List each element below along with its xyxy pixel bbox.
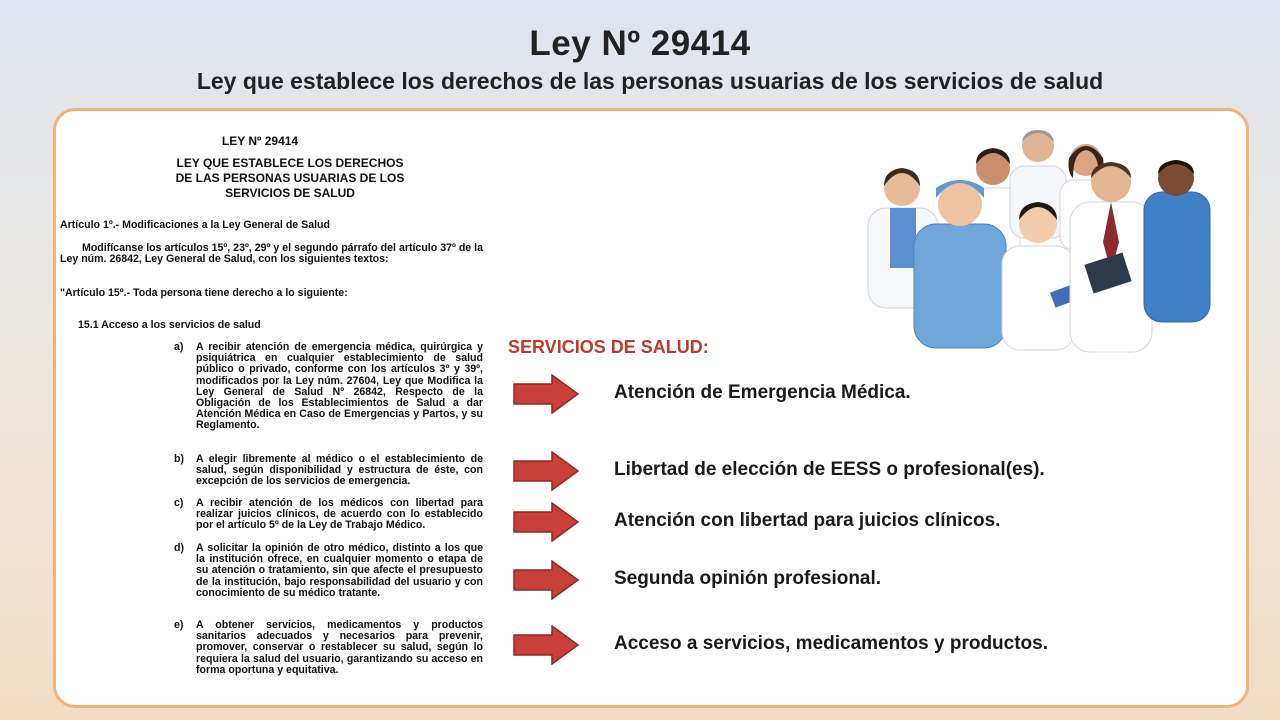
right-arrow-icon bbox=[512, 374, 580, 414]
article15-intro: "Artículo 15º.- Toda persona tiene derecho a lo siguiente: bbox=[60, 287, 348, 299]
right-arrow-icon bbox=[512, 560, 580, 600]
service-row-2 bbox=[512, 451, 1212, 491]
item-text: A obtener servicios, medicamentos y productos sanitarios adecuados y necesarios para prevenir, promover, conservar o restablecer su salud, según lo requiera la salud del usuario, garantizando su acceso en forma oportuna y equitativa. bbox=[196, 619, 483, 676]
slide-title: Ley Nº 29414 bbox=[529, 24, 751, 63]
document-heading-line: LEY QUE ESTABLECE LOS DERECHOS bbox=[176, 156, 404, 170]
article1-body: Modifícanse los artículos 15º, 23º, 29º y el segundo párrafo del artículo 37º de la Ley núm. 26842, Ley General de Salud, con los siguientes textos: bbox=[60, 242, 483, 266]
item-letter: d) bbox=[174, 542, 184, 554]
item-letter: e) bbox=[174, 619, 184, 631]
document-law-number: LEY Nº 29414 bbox=[221, 134, 299, 148]
service-row-1 bbox=[512, 374, 1212, 414]
document-item-c bbox=[174, 497, 483, 532]
item-text: A solicitar la opinión de otro médico, distinto a los que la institución ofrece, en cualquier momento o etapa de su atención o tratamiento, sin que afecte el presupuesto de la institución, bajo responsabilidad del usuario y con conocimiento de su médico tratante. bbox=[196, 542, 483, 599]
item-letter: c) bbox=[174, 497, 184, 509]
right-arrow-icon bbox=[512, 625, 580, 665]
item-text: A recibir atención de emergencia médica, quirúrgica y psiquiátrica en cualquier establecimiento de salud público o privado, conforme con los artículos 3º y 39º, modificados por la Ley núm. 27604, Ley que Modifica la Ley General de Salud Nº 26842, Respecto de la Obligación de los Establecimientos de Salud a dar Atención Médica en Caso de Emergencias y Partos, y su Reglamento. bbox=[196, 341, 483, 432]
item-text: A elegir libremente al médico o el establecimiento de salud, según disponibilidad y estructura de éste, con excepción de los servicios de emergencia. bbox=[196, 453, 483, 488]
item-letter: b) bbox=[174, 453, 184, 465]
document-heading bbox=[130, 156, 450, 201]
section-15-1: 15.1 Acceso a los servicios de salud bbox=[78, 319, 261, 331]
service-row-5 bbox=[512, 625, 1212, 665]
document-item-b bbox=[174, 453, 483, 488]
service-label: Acceso a servicios, medicamentos y productos. bbox=[614, 633, 1049, 654]
service-label: Atención con libertad para juicios clínicos. bbox=[614, 510, 1001, 531]
document-heading-line: SERVICIOS DE SALUD bbox=[225, 186, 355, 200]
service-label: Segunda opinión profesional. bbox=[614, 568, 882, 589]
document-item-a bbox=[174, 341, 483, 432]
service-row-4 bbox=[512, 560, 1212, 600]
slide-subtitle: Ley que establece los derechos de las personas usuarias de los servicios de salud bbox=[196, 68, 1104, 94]
service-label: Libertad de elección de EESS o profesional(es). bbox=[614, 459, 1045, 480]
right-arrow-icon bbox=[512, 502, 580, 542]
item-letter: a) bbox=[174, 341, 184, 353]
article1-title: Artículo 1º.- Modificaciones a la Ley General de Salud bbox=[60, 219, 330, 231]
medical-team-photo bbox=[862, 128, 1216, 364]
services-title: SERVICIOS DE SALUD: bbox=[508, 337, 709, 357]
law-document bbox=[60, 120, 485, 710]
service-label: Atención de Emergencia Médica. bbox=[614, 382, 911, 403]
item-text: A recibir atención de los médicos con libertad para realizar juicios clínicos, de acuerdo con lo establecido por el artículo 5º de la Ley de Trabajo Médico. bbox=[196, 497, 483, 532]
document-item-e bbox=[174, 619, 483, 676]
person-right-blue bbox=[1144, 160, 1210, 322]
document-item-d bbox=[174, 542, 483, 599]
right-arrow-icon bbox=[512, 451, 580, 491]
service-row-3 bbox=[512, 502, 1212, 542]
document-heading-line: DE LAS PERSONAS USUARIAS DE LOS bbox=[175, 171, 405, 185]
